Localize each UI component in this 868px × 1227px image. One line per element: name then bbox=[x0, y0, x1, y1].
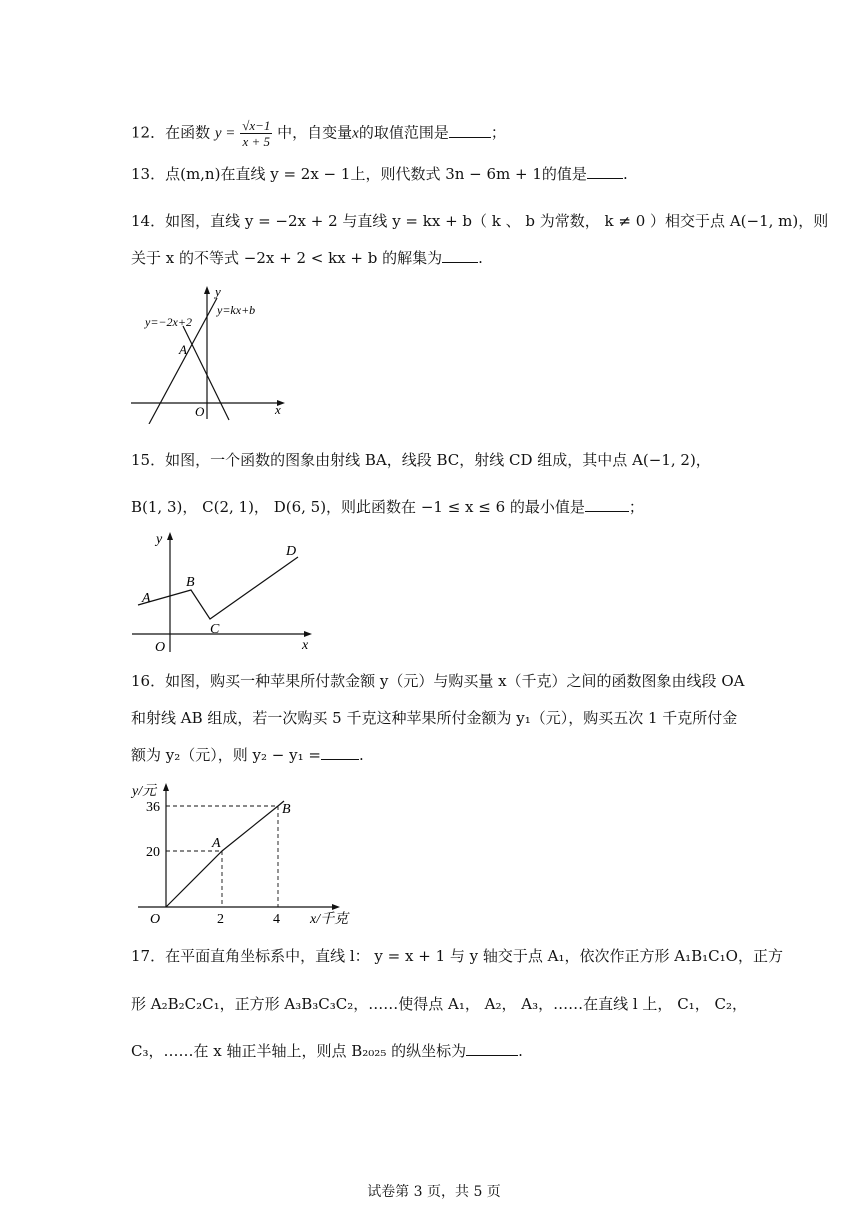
q17-text: C₃，……在 x 轴正半轴上，则点 B₂₀₂₅ 的纵坐标为 bbox=[131, 1042, 467, 1060]
q15-point-c-label: C bbox=[210, 622, 220, 637]
q17-end: . bbox=[518, 1042, 523, 1060]
q14-line-pos-label: y=kx+b bbox=[217, 303, 256, 317]
q12-prefix: 12．在函数 bbox=[131, 123, 211, 142]
q15-x-arrow-icon bbox=[304, 631, 312, 637]
question-17-line-3 bbox=[131, 1041, 523, 1061]
q16-tick-36: 36 bbox=[146, 800, 160, 815]
q13-end: . bbox=[622, 165, 628, 183]
question-13 bbox=[131, 164, 628, 184]
question-12 bbox=[131, 118, 506, 149]
q12-denominator: x + 5 bbox=[242, 134, 271, 149]
q12-text-2: 的取值范围是 bbox=[358, 123, 449, 142]
q12-text: 中，自变量 bbox=[277, 123, 353, 142]
q14-text: 关于 x 的不等式 −2x + 2 < kx + b 的解集为 bbox=[131, 249, 443, 267]
q16-origin-label: O bbox=[150, 912, 161, 927]
q16-graph bbox=[166, 801, 284, 907]
q15-figure bbox=[128, 527, 328, 657]
q15-point-b-label: B bbox=[186, 575, 195, 590]
q14-answer-blank bbox=[442, 248, 478, 263]
q14-y-label: y bbox=[215, 284, 221, 299]
q16-figure bbox=[126, 775, 366, 930]
q12-var: x bbox=[352, 125, 359, 142]
q15-y-arrow-icon bbox=[167, 532, 173, 540]
q16-x-label: x/千克 bbox=[310, 912, 349, 927]
q16-answer-blank bbox=[321, 745, 359, 760]
q16-end: . bbox=[358, 746, 364, 764]
question-16-line-2: 和射线 AB 组成，若一次购买 5 千克这种苹果所付金额为 y₁（元），购买五次 1 千克所付金 bbox=[131, 709, 738, 727]
q16-tick-4: 4 bbox=[273, 912, 280, 927]
q16-point-a-label: A bbox=[212, 836, 221, 851]
q14-line-neg-label: y=−2x+2 bbox=[145, 315, 192, 329]
q15-graph bbox=[138, 557, 298, 619]
question-17-line-1: 17．在平面直角坐标系中，直线 l： y = x + 1 与 y 轴交于点 A₁，依次作正方形 A₁B₁C₁O，正方 bbox=[131, 947, 783, 965]
q15-answer-blank bbox=[585, 497, 629, 512]
q13-answer-blank bbox=[587, 164, 623, 179]
q15-text: B(1, 3)， C(2, 1)， D(6, 5)，则此函数在 −1 ≤ x ≤ 6 的最小值是 bbox=[131, 498, 585, 516]
question-17-line-2: 形 A₂B₂C₂C₁，正方形 A₃B₃C₃C₂，……使得点 A₁， A₂， A₃，……在直线 l 上， C₁， C₂， bbox=[131, 995, 747, 1013]
page-footer: 试卷第 3 页，共 5 页 bbox=[367, 1184, 501, 1200]
question-16-line-3 bbox=[131, 745, 364, 765]
q17-answer-blank bbox=[466, 1041, 518, 1056]
q15-origin-label: O bbox=[155, 640, 166, 655]
q15-end: ； bbox=[628, 498, 644, 516]
question-16-line-1: 16．如图，购买一种苹果所付款金额 y（元）与购买量 x（千克）之间的函数图象由线段 OA bbox=[131, 672, 745, 690]
q12-function-lhs: y = bbox=[214, 125, 236, 142]
question-15-line-1: 15．如图，一个函数的图象由射线 BA，线段 BC，射线 CD 组成，其中点 A(−1, 2)， bbox=[131, 451, 711, 469]
q16-y-label: y/元 bbox=[132, 784, 157, 799]
q14-line-neg bbox=[183, 326, 229, 420]
q15-point-d-label: D bbox=[286, 544, 297, 559]
q16-x-arrow-icon bbox=[332, 904, 340, 910]
q14-point-a-label: A bbox=[179, 342, 187, 357]
q15-x-label: x bbox=[302, 638, 309, 653]
q16-tick-20: 20 bbox=[146, 845, 160, 860]
q13-text: 13．点(m,n)在直线 y = 2x − 1上，则代数式 3n − 6m + 1的值是 bbox=[131, 165, 587, 183]
q15-y-label: y bbox=[156, 532, 163, 547]
q14-y-arrow-icon bbox=[204, 286, 210, 294]
q12-answer-blank bbox=[449, 123, 491, 138]
q12-numerator: √x−1 bbox=[242, 118, 271, 133]
question-15-line-2 bbox=[131, 497, 644, 517]
q15-point-a-label: A bbox=[142, 591, 151, 606]
q14-end: . bbox=[478, 249, 483, 267]
q16-y-arrow-icon bbox=[163, 783, 169, 791]
q12-fraction bbox=[240, 118, 272, 149]
question-14-line-1: 14．如图，直线 y = −2x + 2 与直线 y = kx + b（ k 、 b 为常数， k ≠ 0 ）相交于点 A(−1, m)，则 bbox=[131, 212, 829, 230]
question-14-line-2 bbox=[131, 248, 483, 268]
q14-x-label: x bbox=[275, 402, 281, 417]
q14-figure bbox=[125, 284, 295, 424]
q16-point-b-label: B bbox=[282, 802, 291, 817]
q16-tick-2: 2 bbox=[217, 912, 224, 927]
q12-end: ； bbox=[490, 123, 506, 142]
q16-text: 额为 y₂（元），则 y₂ − y₁ = bbox=[131, 746, 321, 764]
q14-origin-label: O bbox=[195, 404, 205, 419]
